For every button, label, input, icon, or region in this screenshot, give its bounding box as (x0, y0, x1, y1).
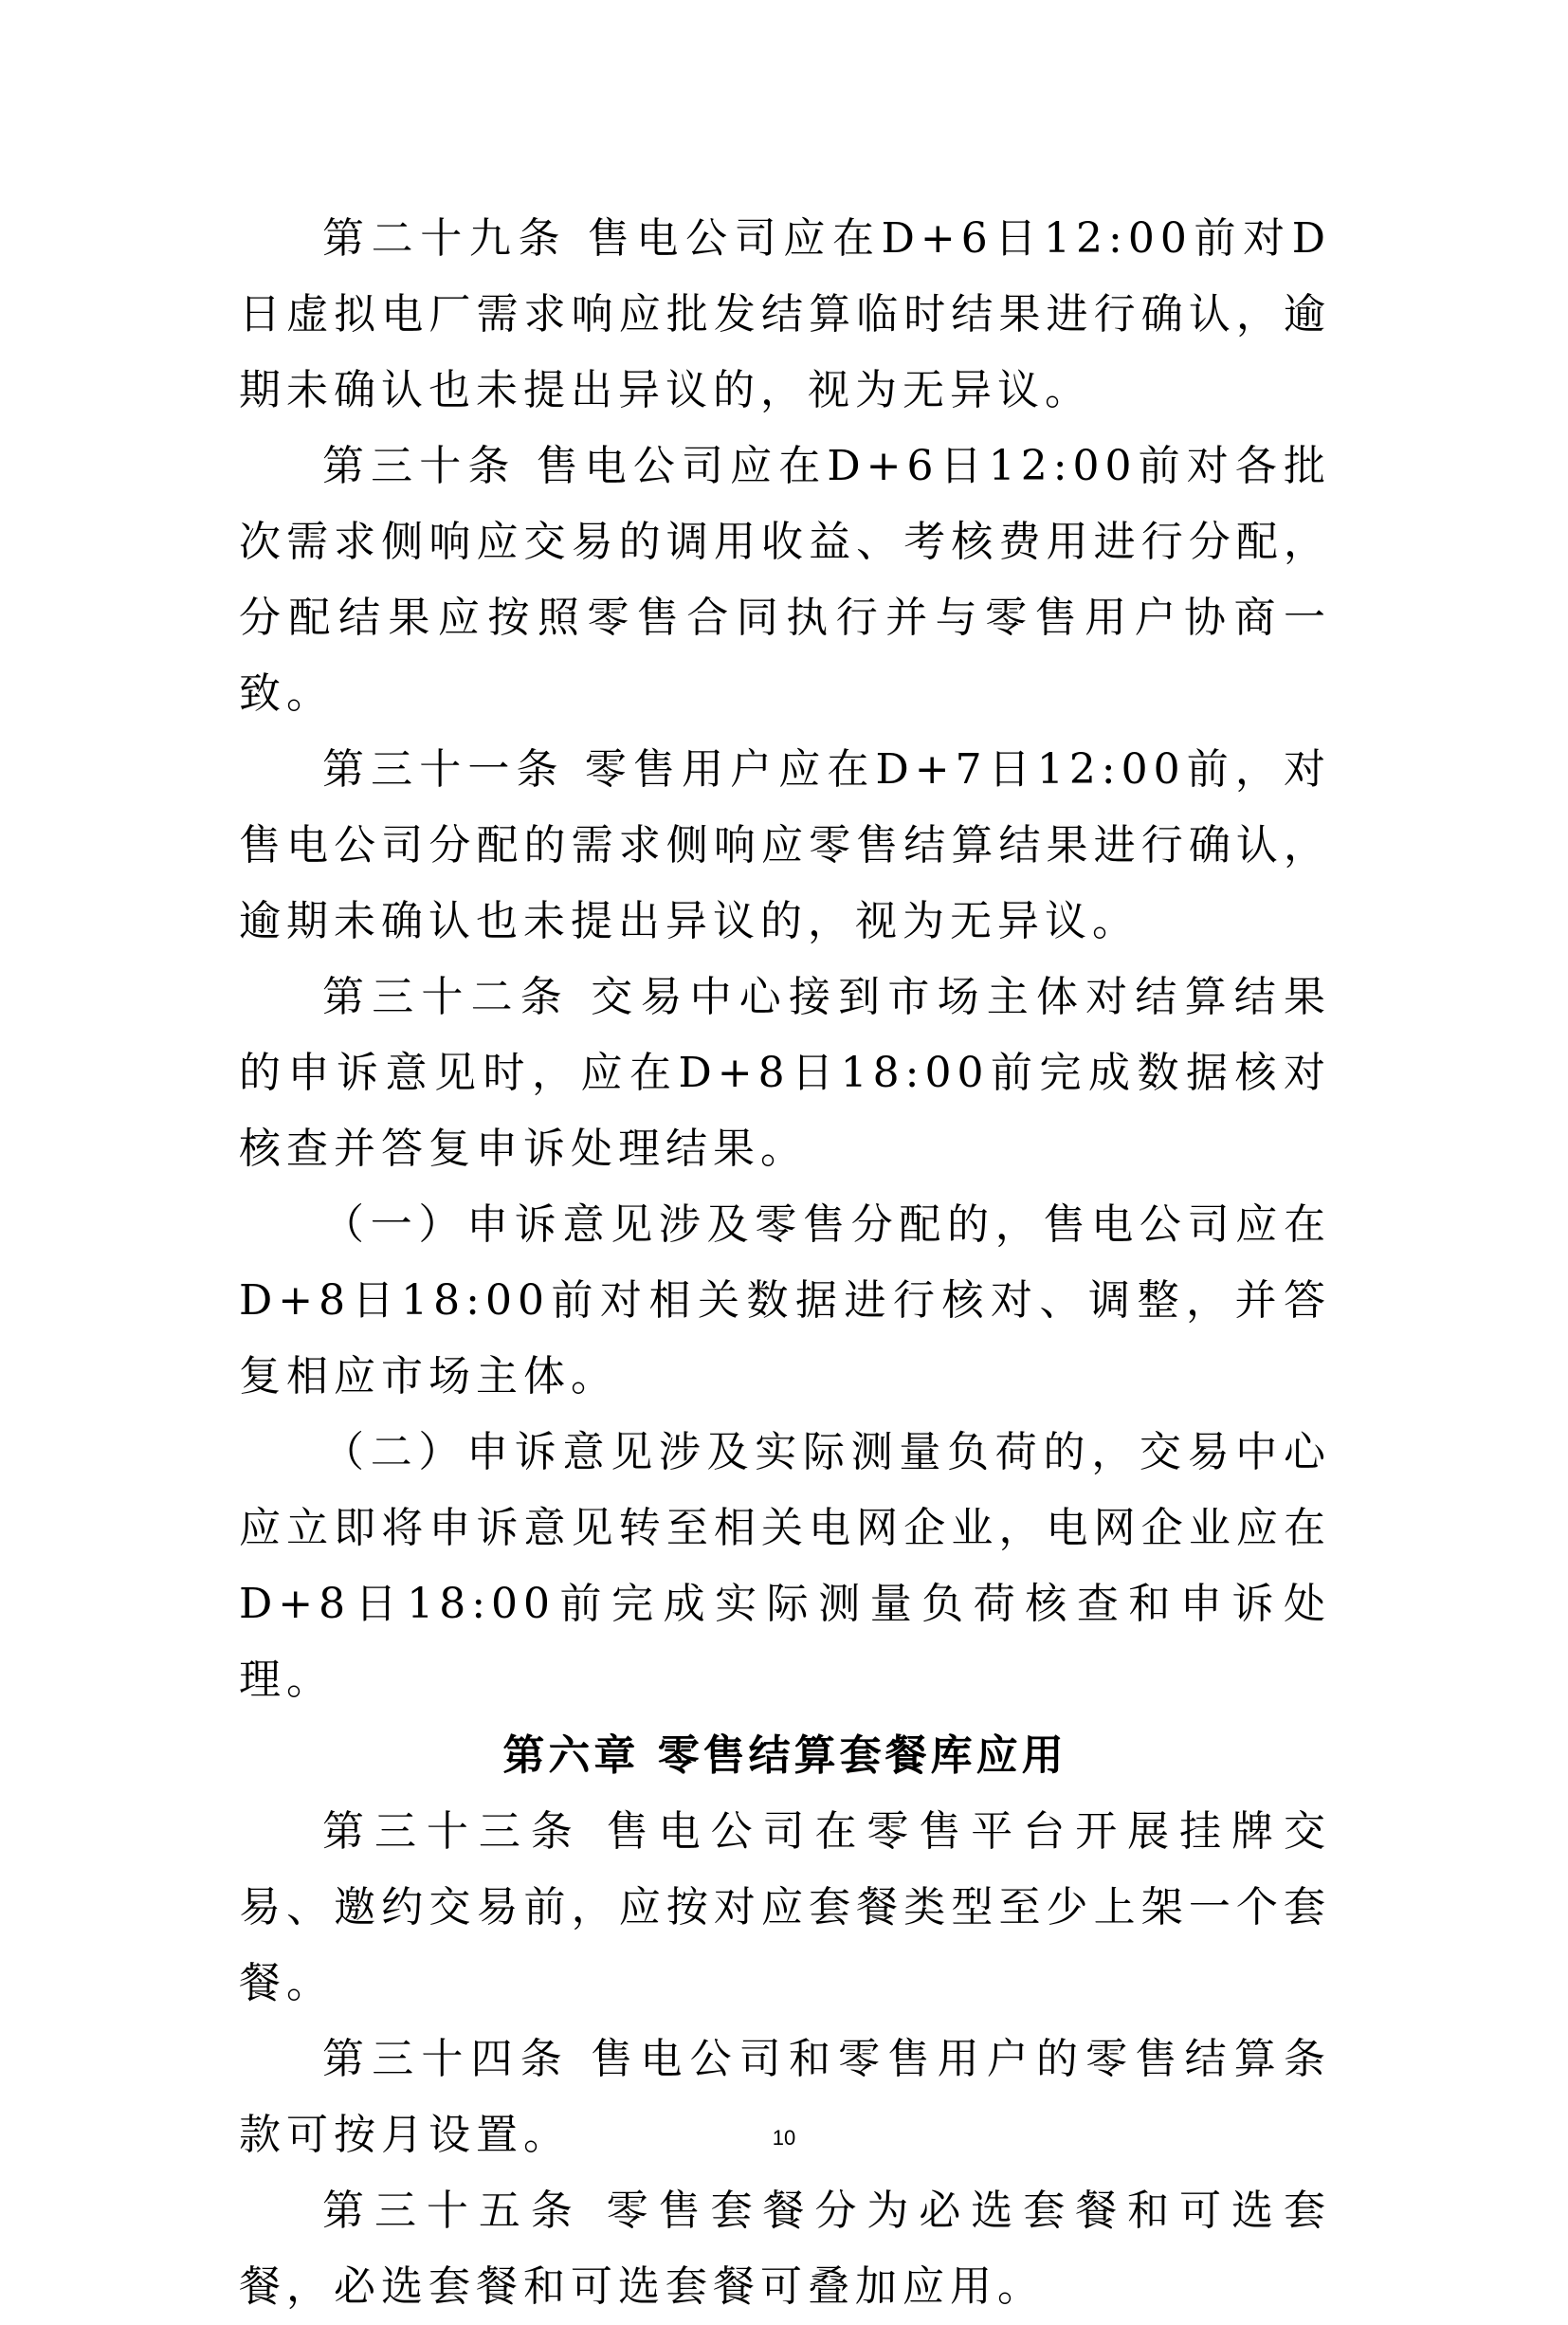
article-30: 第三十条 售电公司应在D+6日12:00前对各批次需求侧响应交易的调用收益、考核费用进行分配，分配结果应按照零售合同执行并与零售用户协商一致。 (239, 442, 1331, 718)
chapter-title: 第六章 零售结算套餐库应用 (502, 1731, 1067, 1780)
article-34: 第三十四条 售电公司和零售用户的零售结算条款可按月设置。 (239, 2035, 1331, 2159)
article-31: 第三十一条 零售用户应在D+7日12:00前，对售电公司分配的需求侧响应零售结算结果进行确认，逾期未确认也未提出异议的，视为无异议。 (239, 745, 1331, 945)
article-32: 第三十二条 交易中心接到市场主体对结算结果的申诉意见时，应在D+8日18:00前完成数据核对核查并答复申诉处理结果。 (239, 973, 1331, 1173)
page-number: 10 (772, 2126, 796, 2150)
article-32-item-2: （二）申诉意见涉及实际测量负荷的，交易中心应立即将申诉意见转至相关电网企业，电网企业应在D+8日18:00前完成实际测量负荷核查和申诉处理。 (239, 1428, 1331, 1704)
article-33: 第三十三条 售电公司在零售平台开展挂牌交易、邀约交易前，应按对应套餐类型至少上架一个套餐。 (239, 1807, 1331, 2007)
document-body (239, 201, 1331, 2325)
article-29: 第二十九条 售电公司应在D+6日12:00前对D日虚拟电厂需求响应批发结算临时结果进行确认，逾期未确认也未提出异议的，视为无异议。 (239, 214, 1331, 414)
article-32-item-1: （一）申诉意见涉及零售分配的，售电公司应在D+8日18:00前对相关数据进行核对、调整，并答复相应市场主体。 (239, 1200, 1331, 1400)
article-35: 第三十五条 零售套餐分为必选套餐和可选套餐，必选套餐和可选套餐可叠加应用。 (239, 2187, 1331, 2311)
